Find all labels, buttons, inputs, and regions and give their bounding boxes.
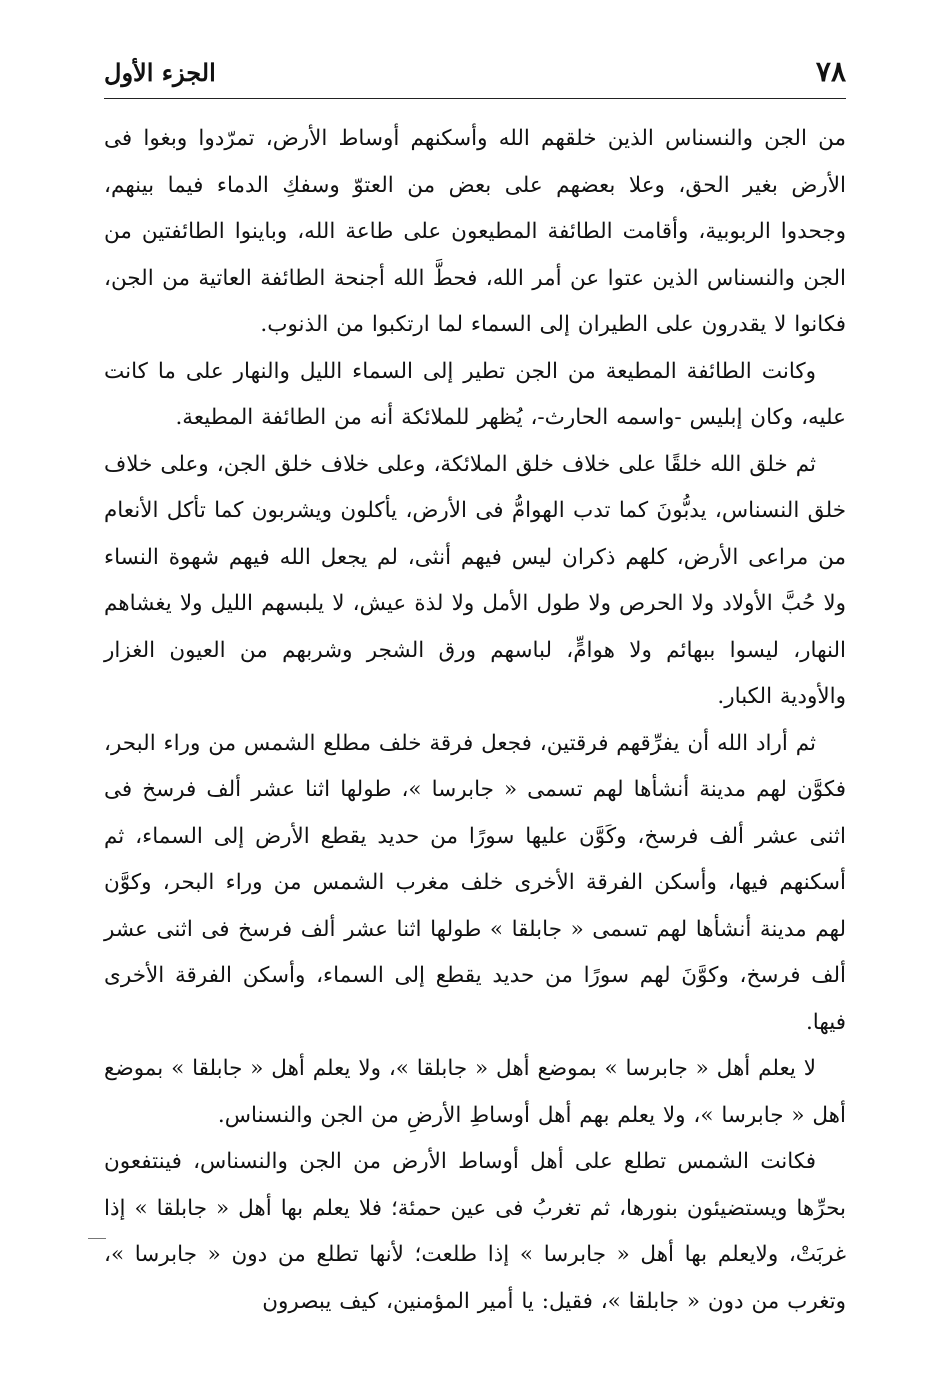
page-number: ٧٨ (815, 55, 846, 88)
paragraph: ثم أراد الله أن يفرِّقهم فرقتين، فجعل فرقة خلف مطلع الشمس من وراء البحر، فكوَّن لهم مدينة أنشأها لهم تسمى « جابرسا »، طولها اثنا عشر ألف فرسخ فى اثنى عشر ألف فرسخ، وكَوَّن عليها سورًا من حديد يقطع الأرض إلى السماء، ثم أسكنهم فيها، وأسكن الفرقة الأخرى خلف مغرب الشمس من وراء البحر، وكوَّن لهم مدينة أنشأها لهم تسمى « جابلقا » طولها اثنا عشر ألف فرسخ فى اثنى عشر ألف فرسخ، وكوَّنَ لهم سورًا من حديد يقطع إلى السماء، وأسكن الفرقة الأخرى فيها. (104, 730, 846, 1035)
paragraph: من الجن والنسناس الذين خلقهم الله وأسكنهم أوساط الأرض، تمرّدوا وبغوا فى الأرض بغير الحق، وعلا بعضهم على بعض من العتوّ وسفكِ الدماء فيما بينهم، وجحدوا الربوبية، وأقامت الطائفة المطيعون على طاعة الله، وباينوا الطائفتين من الجن والنسناس الذين عتوا عن أمر الله، فحطَّ الله أجنحة الطائفة العاتية من الجن، فكانوا لا يقدرون على الطيران إلى السماء لما ارتكبوا من الذنوب. (104, 126, 846, 337)
paragraph: لا يعلم أهل « جابرسا » بموضع أهل « جابلقا »، ولا يعلم أهل « جابلقا » بموضع أهل « جابرسا »، ولا يعلم بهم أهل أوساطِ الأرضِ من الجن والنسناس. (104, 1056, 846, 1128)
body-text (104, 116, 846, 1325)
paragraph: ثم خلق الله خلقًا على خلاف خلق الملائكة، وعلى خلاف خلق الجن، وعلى خلاف خلق النسناس، يدبُّونَ كما تدب الهوامُّ فى الأرض، يأكلون ويشربون كما تأكل الأنعام من مراعى الأرض، كلهم ذكران ليس فيهم أنثى، لم يجعل الله فيهم شهوة النساء ولا حُبَّ الأولاد ولا الحرص ولا طول الأمل ولا لذة عيش، لا يلبسهم الليل ولا يغشاهم النهار، ليسوا ببهائم ولا هوامٍّ، لباسهم ورق الشجر وشربهم من العيون الغزار والأودية الكبار. (104, 451, 846, 709)
paragraph: فكانت الشمس تطلع على أهل أوساط الأرض من الجن والنسناس، فينتفعون بحرِّها ويستضيئون بنورها، ثم تغربُ فى عين حمئة؛ فلا يعلم بها أهل « جابلقا » إذا غربَتْ، ولايعلم بها أهل « جابرسا » إذا طلعت؛ لأنها تطلع من دون « جابرسا »، وتغرب من دون « جابلقا »، فقيل: يا أمير المؤمنين، كيف يبصرون (104, 1149, 846, 1314)
page-header (104, 54, 846, 96)
running-title: الجزء الأول (104, 58, 216, 87)
header-rule (104, 98, 846, 99)
paragraph: وكانت الطائفة المطيعة من الجن تطير إلى السماء الليل والنهار على ما كانت عليه، وكان إبليس -واسمه الحارث-، يُظهر للملائكة أنه من الطائفة المطيعة. (104, 358, 846, 430)
margin-mark (88, 1238, 106, 1239)
